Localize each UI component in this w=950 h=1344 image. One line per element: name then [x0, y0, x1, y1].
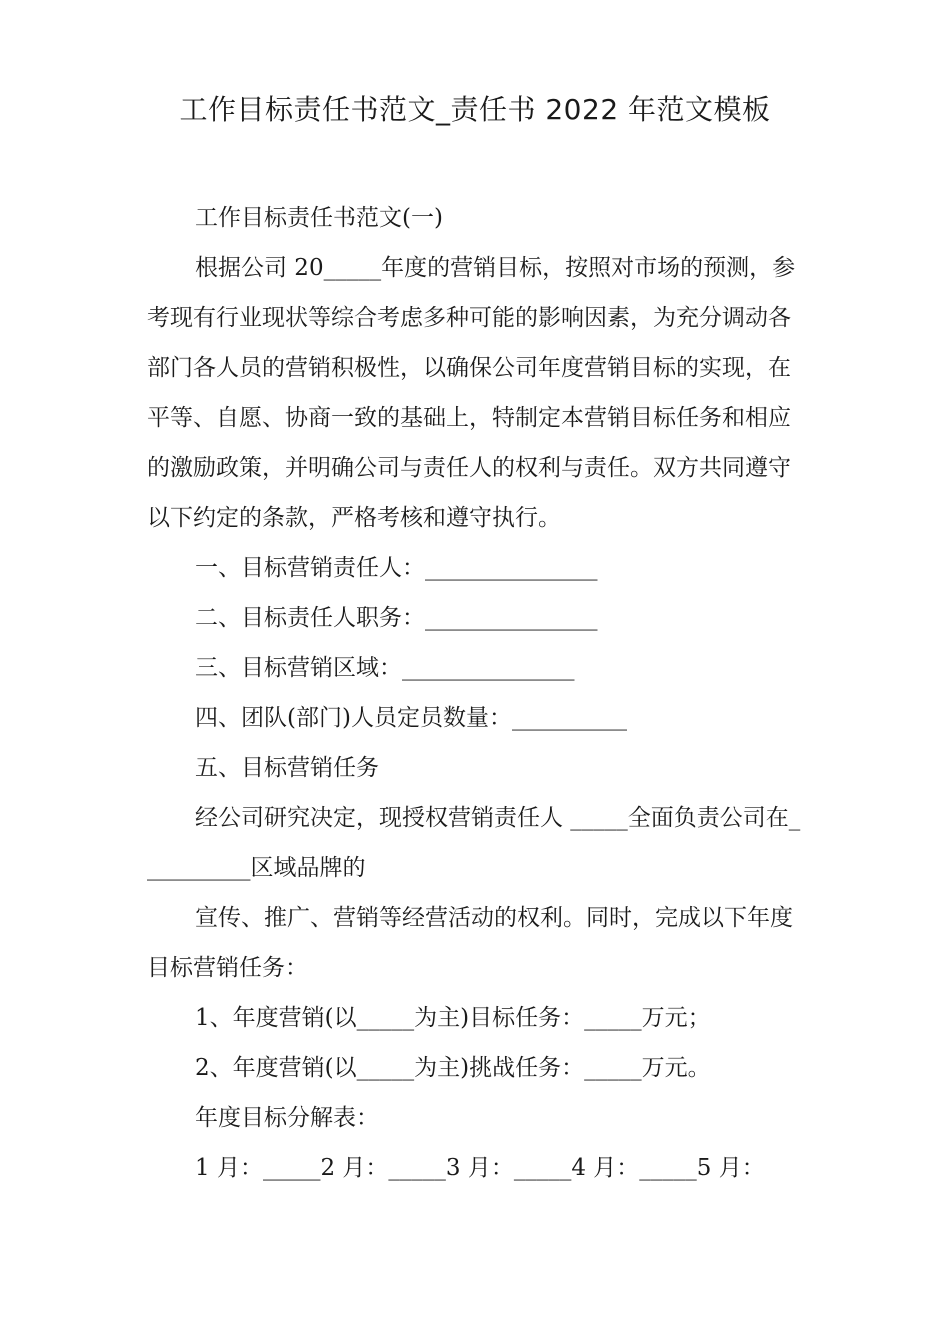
- clause-position: 二、目标责任人职务：_______________: [195, 605, 598, 631]
- section-heading: 工作目标责任书范文(一): [195, 205, 443, 231]
- monthly-breakdown: 1 月：_____2 月：_____3 月：_____4 月：_____5 月：: [195, 1155, 765, 1181]
- breakdown-heading: 年度目标分解表：: [195, 1105, 379, 1131]
- document-body: [147, 193, 807, 1193]
- clause-sales-task: 五、目标营销任务: [195, 755, 379, 781]
- authorization-paragraph: 经公司研究决定，现授权营销责任人 _____全面负责公司在__________区域品牌的: [147, 805, 801, 881]
- clause-headcount: 四、团队(部门)人员定员数量：__________: [195, 705, 627, 731]
- intro-paragraph: 根据公司 20_____年度的营销目标，按照对市场的预测，参考现有行业现状等综合考虑多种可能的影响因素，为充分调动各部门各人员的营销积极性，以确保公司年度营销目标的实现，在平等、自愿、协商一致的基础上，特制定本营销目标任务和相应的激励政策，并明确公司与责任人的权利与责任。双方共同遵守以下约定的条款，严格考核和遵守执行。: [147, 255, 796, 531]
- annual-target-task: 1、年度营销(以_____为主)目标任务：_____万元；: [195, 1005, 711, 1031]
- annual-challenge-task: 2、年度营销(以_____为主)挑战任务：_____万元。: [195, 1055, 711, 1081]
- clause-region: 三、目标营销区域：_______________: [195, 655, 575, 681]
- rights-paragraph: 宣传、推广、营销等经营活动的权利。同时，完成以下年度目标营销任务：: [147, 905, 793, 981]
- clause-responsible-person: 一、目标营销责任人：_______________: [195, 555, 598, 581]
- document-title: 工作目标责任书范文_责任书 2022 年范文模板: [179, 93, 771, 126]
